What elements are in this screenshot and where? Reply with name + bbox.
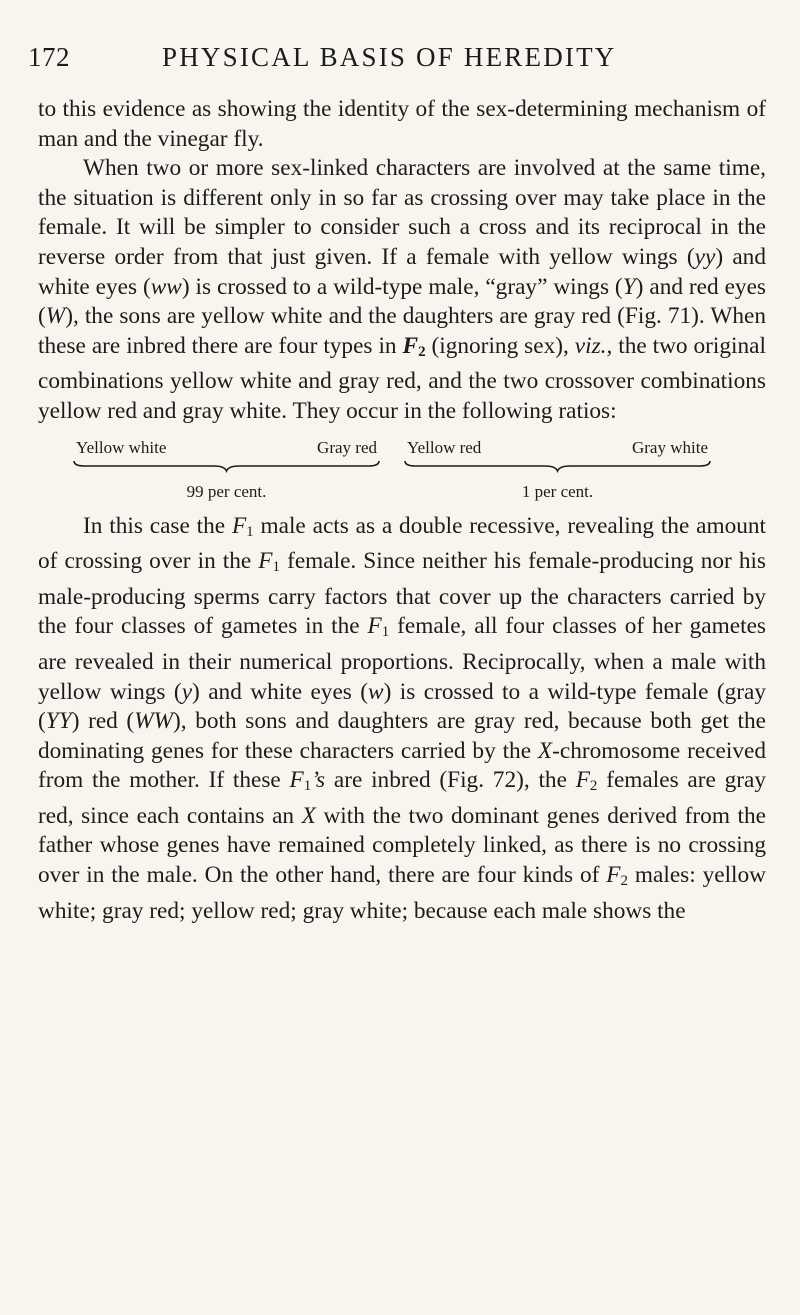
paragraph-text: males: yellow white; gray red; yellow red; gray white; because each male shows the — [38, 862, 766, 924]
generation-subscript: 1 — [381, 624, 390, 641]
generation-symbol: F — [231, 512, 247, 539]
page-number: 172 — [28, 42, 70, 72]
paragraph-text: ) red ( — [71, 708, 135, 735]
gene-symbol: Y — [622, 273, 636, 300]
paragraph-text: ), the sons are yellow white and the daughters are gray red (Fig. 71). When these are inbred there are four types in — [38, 303, 766, 359]
ratio-label: Gray red — [317, 437, 377, 457]
generation-subscript: 1 — [272, 559, 281, 576]
paragraph-text: females are gray red, since each contains an — [38, 767, 767, 829]
generation-subscript: 2 — [589, 778, 598, 795]
paragraph-text: with the two dominant genes derived from the father whose genes have remained completely linked, as there is no crossing over in the male. On the other hand, there are four kinds of — [38, 802, 766, 889]
paragraph-text: ) and red eyes ( — [38, 273, 766, 330]
generation-subscript: 2 — [418, 343, 426, 360]
paragraph-text: When two or more sex-linked characters are involved at the same time, the situation is different only in so far as crossing over may take place in the female. It will be simpler to consider such a cross and its reciprocal in the reverse order from that just given. If a female with yellow wings ( — [38, 155, 766, 270]
gene-symbol: ww — [150, 273, 182, 300]
paragraph-text: -chromosome received from the mother. If these — [38, 737, 766, 794]
ratio-label: Gray white — [631, 437, 708, 457]
ratio-labels — [72, 437, 381, 459]
italic-term: ’s — [311, 767, 326, 794]
page-body — [38, 95, 766, 926]
generation-symbol: F — [575, 767, 590, 794]
paragraph-3 — [38, 512, 766, 927]
generation-subscript: 1 — [303, 778, 312, 795]
generation-symbol: F — [367, 613, 382, 640]
ratio-group-crossover — [403, 437, 712, 504]
generation-symbol: F — [606, 862, 621, 889]
paragraph-1 — [38, 95, 766, 154]
gene-symbol: W — [45, 303, 66, 330]
ratio-table — [72, 437, 712, 504]
generation-symbol: F — [289, 767, 304, 794]
paragraph-text: female. Since neither his female-producing nor his male-producing sperms carry factors that cover up the characters carried by the four classes of gametes in the — [38, 548, 767, 640]
ratio-value: 1 per cent. — [521, 481, 594, 501]
chromosome-symbol: X — [537, 737, 553, 764]
generation-symbol: F — [258, 548, 273, 575]
paragraph-text: In this case the — [83, 512, 232, 539]
brace-icon — [403, 459, 712, 473]
ratio-group-original — [72, 437, 381, 504]
paragraph-text: ) is crossed to a wild-type female (gray ( — [38, 678, 766, 735]
ratio-label: Yellow red — [407, 437, 482, 457]
generation-symbol: F — [402, 332, 419, 359]
paragraph-text: to this evidence as showing the identity of the sex-determining mechanism of man and the vinegar fly. — [38, 96, 766, 152]
italic-term: viz., — [574, 332, 613, 359]
paragraph-text: ) and white eyes ( — [192, 678, 369, 705]
gene-symbol: yy — [694, 243, 716, 270]
gene-symbol: w — [368, 678, 384, 705]
ratio-label: Yellow white — [76, 437, 167, 457]
brace-icon — [72, 459, 381, 473]
paragraph-text: ), both sons and daughters are gray red, because both get the dominating genes for these characters carried by the — [38, 708, 766, 764]
paragraph-text: are inbred (Fig. 72), the — [325, 767, 576, 794]
paragraph-text: female, all four classes of her gametes are revealed in their numerical proportions. Reciprocally, when a male with yellow wings ( — [38, 613, 766, 705]
gene-symbol: YY — [45, 708, 72, 735]
paragraph-text: the two original combinations yellow white and gray red, and the two crossover combinations yellow red and gray white. They occur in the following ratios: — [38, 332, 766, 424]
chromosome-symbol: X — [301, 802, 316, 829]
ratio-value: 99 per cent. — [186, 481, 267, 501]
paragraph-text: ) and white eyes ( — [38, 243, 766, 300]
page-header — [28, 42, 758, 82]
paragraph-2 — [38, 154, 766, 426]
paragraph-text: male acts as a double recessive, revealing the amount of crossing over in the — [38, 512, 766, 575]
paragraph-text: ) is crossed to a wild-type male, “gray” wings ( — [181, 273, 623, 300]
paragraph-text: (ignoring sex), — [425, 332, 575, 359]
generation-subscript: 1 — [246, 523, 254, 540]
gene-symbol: WW — [134, 708, 174, 735]
gene-symbol: y — [181, 678, 193, 705]
ratio-labels — [403, 437, 712, 459]
generation-subscript: 2 — [620, 873, 628, 890]
running-title: PHYSICAL BASIS OF HEREDITY — [162, 42, 617, 72]
